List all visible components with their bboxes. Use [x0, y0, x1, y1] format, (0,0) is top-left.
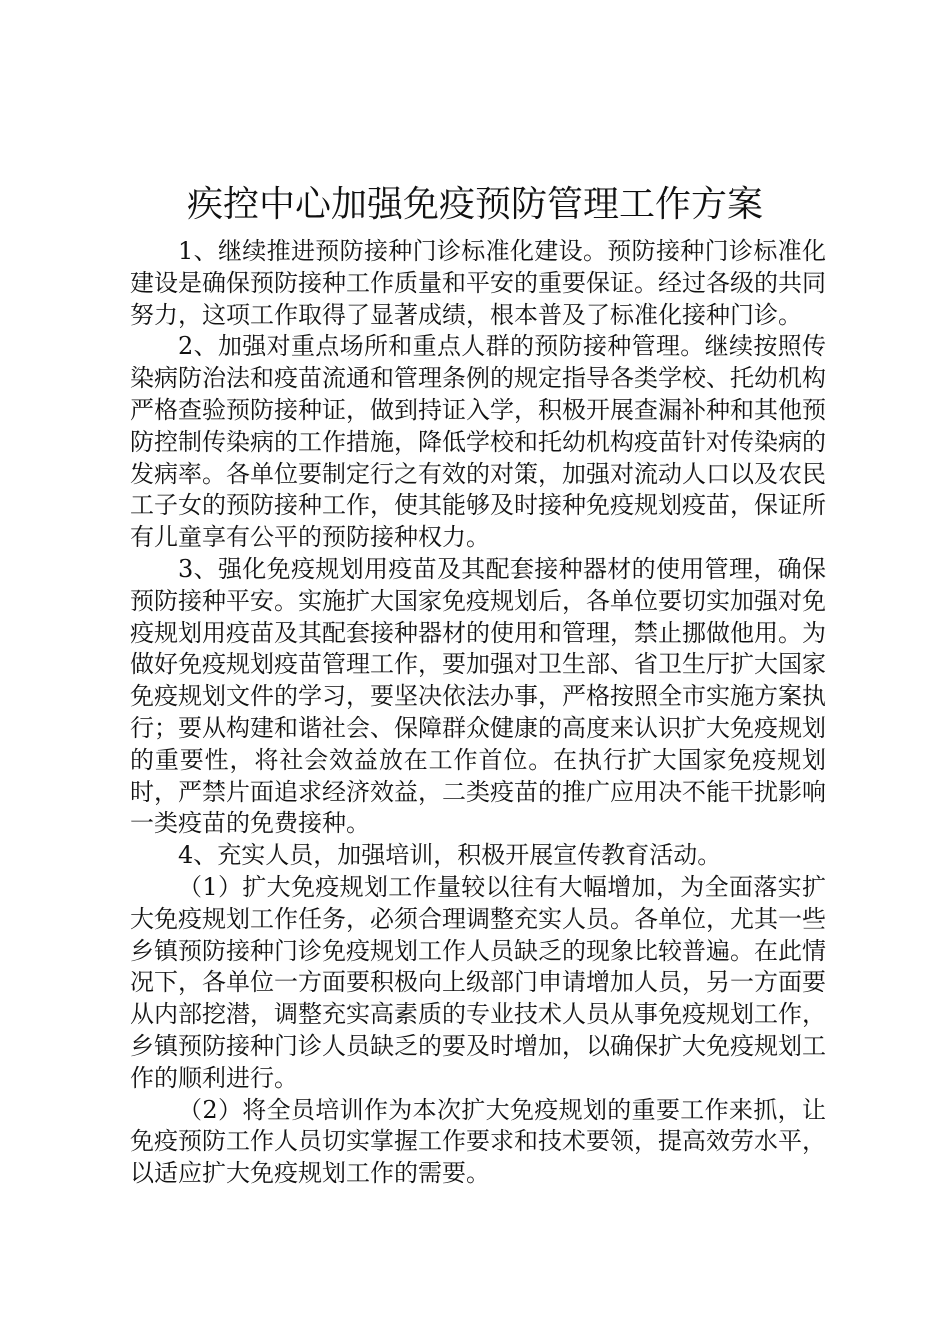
- paragraph-4-item-2: （2）将全员培训作为本次扩大免疫规划的重要工作来抓，让免疫预防工作人员切实掌握工作要求和技术要领，提高效劳水平，以适应扩大免疫规划工作的需要。: [130, 1095, 826, 1188]
- paragraph-2: 2、加强对重点场所和重点人群的预防接种管理。继续按照传染病防治法和疫苗流通和管理条例的规定指导各类学校、托幼机构严格查验预防接种证，做到持证入学，积极开展查漏补种和其他预防控制传染病的工作措施，降低学校和托幼机构疫苗针对传染病的发病率。各单位要制定行之有效的对策，加强对流动人口以及农民工子女的预防接种工作，使其能够及时接种免疫规划疫苗，保证所有儿童享有公平的预防接种权力。: [130, 332, 826, 552]
- paragraph-4-item-1: （1）扩大免疫规划工作量较以往有大幅增加，为全面落实扩大免疫规划工作任务，必须合理调整充实人员。各单位，尤其一些乡镇预防接种门诊免疫规划工作人员缺乏的现象比较普遍。在此情况下，各单位一方面要积极向上级部门申请增加人员，另一方面要从内部挖潜，调整充实高素质的专业技术人员从事免疫规划工作，乡镇预防接种门诊人员缺乏的要及时增加，以确保扩大免疫规划工作的顺利进行。: [130, 872, 826, 1092]
- document-body: [130, 236, 826, 1190]
- paragraph-1: 1、继续推进预防接种门诊标准化建设。预防接种门诊标准化建设是确保预防接种工作质量和平安的重要保证。经过各级的共同努力，这项工作取得了显著成绩，根本普及了标准化接种门诊。: [130, 237, 826, 329]
- paragraph-4: 4、充实人员，加强培训，积极开展宣传教育活动。: [178, 841, 722, 870]
- document-title: 疾控中心加强免疫预防管理工作方案: [186, 184, 763, 225]
- paragraph-3: 3、强化免疫规划用疫苗及其配套接种器材的使用管理，确保预防接种平安。实施扩大国家免疫规划后，各单位要切实加强对免疫规划用疫苗及其配套接种器材的使用和管理，禁止挪做他用。为做好免疫规划疫苗管理工作，要加强对卫生部、省卫生厅扩大国家免疫规划文件的学习，要坚决依法办事，严格按照全市实施方案执行；要从构建和谐社会、保障群众健康的高度来认识扩大免疫规划的重要性，将社会效益放在工作首位。在执行扩大国家免疫规划时，严禁片面追求经济效益，二类疫苗的推广应用决不能干扰影响一类疫苗的免费接种。: [130, 554, 826, 838]
